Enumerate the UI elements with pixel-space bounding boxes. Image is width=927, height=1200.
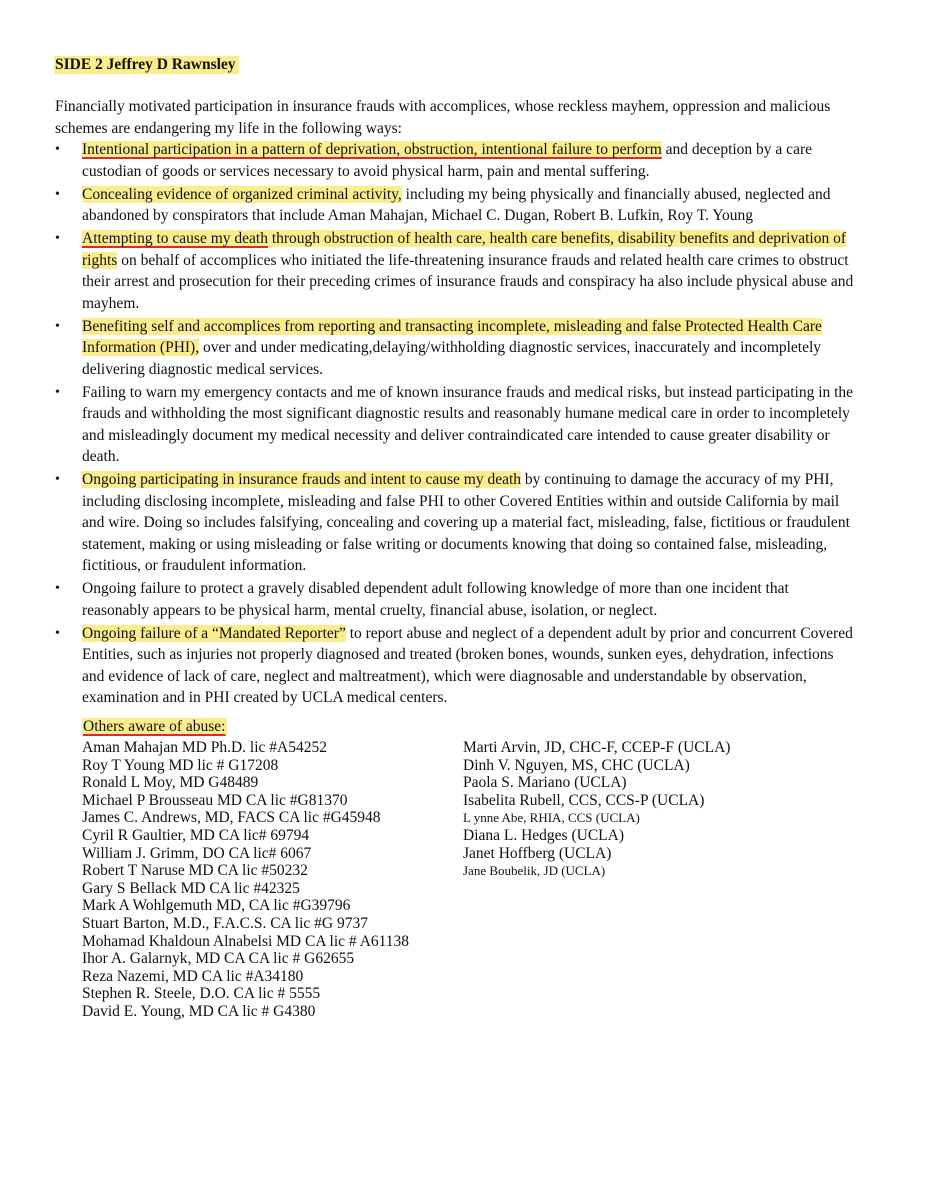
list-item: Marti Arvin, JD, CHC-F, CCEP-F (UCLA) <box>463 739 731 756</box>
highlighted-text: Ongoing participating in insurance frauds and intent to cause my death <box>82 471 522 488</box>
highlighted-text: Intentional participation in a pattern of deprivation, obstruction, intentional failure to perform <box>82 141 662 158</box>
list-item: Jane Boubelik, JD (UCLA) <box>463 863 606 879</box>
list-item <box>55 578 855 621</box>
right-names-column <box>463 739 883 880</box>
list-item: Mark A Wohlgemuth MD, CA lic #G39796 <box>82 897 351 915</box>
highlighted-text: Concealing evidence of organized criminal activity, <box>82 185 402 203</box>
list-item: Reza Nazemi, MD CA lic #A34180 <box>82 967 304 985</box>
list-item <box>55 623 855 709</box>
bullet-text: to report abuse and neglect of a dependent adult by prior and concurrent Covered Entities, such as injuries not properly diagnosed and treated (broken bones, wounds, sunken eyes, dehydration, infections and evidence of lack of care, neglect and maltreatment), which were diagnosable and understandable by observation, examination and in PHI created by UCLA medical centers. <box>82 624 853 706</box>
list-item: Robert T Naruse MD CA lic #50232 <box>82 862 308 880</box>
bullet-text: including my being physically and financially abused, neglected and abandoned by conspirators that include Aman Mahajan, Michael C. Dugan, Robert B. Lufkin, Roy T. Young <box>82 185 831 224</box>
highlighted-text: Benefiting self and accomplices from reporting and transacting incomplete, misleading and false Protected Health Care Information (PHI), <box>82 317 822 356</box>
bullet-text: over and under medicating,delaying/withholding diagnostic services, inaccurately and incompletely delivering diagnostic medical services. <box>82 339 822 378</box>
list-item: David E. Young, MD CA lic # G4380 <box>82 1002 316 1020</box>
bullet-text: on behalf of accomplices who initiated the life-threatening insurance frauds and related health care crimes to obstruct their arrest and prosecution for their preceding crimes of insurance frauds and conspiracy ha also include physical abuse and mayhem. <box>82 251 854 312</box>
list-item: James C. Andrews, MD, FACS CA lic #G45948 <box>82 809 381 827</box>
list-item <box>55 382 855 468</box>
bullet-text: Ongoing failure to protect a gravely disabled dependent adult following knowledge of more than one incident that reasonably appears to be physical harm, mental cruelty, financial abuse, isolation, or neglect. <box>82 580 789 619</box>
list-item <box>55 184 855 227</box>
highlighted-text: through obstruction of health care, health care benefits, disability benefits and deprivation of rights <box>82 230 847 269</box>
highlighted-text: Ongoing failure of a “Mandated Reporter” <box>82 624 346 642</box>
list-item: Roy T Young MD lic # G17208 <box>82 756 279 774</box>
bullet-text: Failing to warn my emergency contacts and me of known insurance frauds and medical risks, but instead participating in the frauds and withholding the most significant diagnostic results and reasonably humane medical care in order to incompletely and misleadingly document my medical necessity and deliver contraindicated care intended to cause greater disability or death. <box>82 383 854 465</box>
list-item: Aman Mahajan MD Ph.D. lic #A54252 <box>82 739 327 756</box>
list-item: Paola S. Mariano (UCLA) <box>463 774 627 792</box>
highlighted-underlined-text: Attempting to cause my death <box>82 230 268 247</box>
left-names-column <box>82 739 462 1021</box>
intro-paragraph: Financially motivated participation in insurance frauds with accomplices, whose reckless mayhem, oppression and malicious schemes are endangering my life in the following ways: <box>55 98 831 137</box>
list-item <box>55 316 855 381</box>
page-title: SIDE 2 Jeffrey D Rawnsley <box>54 56 239 74</box>
list-item: Cyril R Gaultier, MD CA lic# 69794 <box>82 826 310 844</box>
list-item <box>55 139 855 182</box>
list-item: Ronald L Moy, MD G48489 <box>82 774 259 792</box>
list-item: Janet Hoffberg (UCLA) <box>463 844 612 862</box>
list-item: Michael P Brousseau MD CA lic #G81370 <box>82 791 348 809</box>
allegation-list <box>55 139 855 710</box>
list-item <box>55 228 855 314</box>
list-item: Mohamad Khaldoun Alnabelsi MD CA lic # A61138 <box>82 932 410 950</box>
bullet-text: by continuing to damage the accuracy of my PHI, including disclosing incomplete, misleading and false PHI to other Covered Entities within and outside California by mail and wire. Doing so includes falsifying, concealing and covering up a material fact, misleading, false, fictitious or fraudulent statement, making or using misleading or false writing or documents knowing that doing so contained false, misleading, fictitious, or fraudulent information. <box>82 471 850 574</box>
list-item: Stuart Barton, M.D., F.A.C.S. CA lic #G 9737 <box>82 914 368 932</box>
others-aware-heading: Others aware of abuse: <box>83 718 226 735</box>
list-item: Stephen R. Steele, D.O. CA lic # 5555 <box>82 985 321 1003</box>
list-item: Diana L. Hedges (UCLA) <box>463 826 624 844</box>
list-item: Isabelita Rubell, CCS, CCS-P (UCLA) <box>463 791 705 809</box>
bullet-text: and deception by a care custodian of goods or services necessary to avoid physical harm, pain and mental suffering. <box>82 141 812 180</box>
list-item: Gary S Bellack MD CA lic #42325 <box>82 879 300 897</box>
list-item <box>55 469 855 577</box>
list-item: Dinh V. Nguyen, MS, CHC (UCLA) <box>463 756 690 774</box>
list-item: L ynne Abe, RHIA, CCS (UCLA) <box>463 810 640 826</box>
list-item: Ihor A. Galarnyk, MD CA CA lic # G62655 <box>82 950 355 968</box>
list-item: William J. Grimm, DO CA lic# 6067 <box>82 844 312 862</box>
